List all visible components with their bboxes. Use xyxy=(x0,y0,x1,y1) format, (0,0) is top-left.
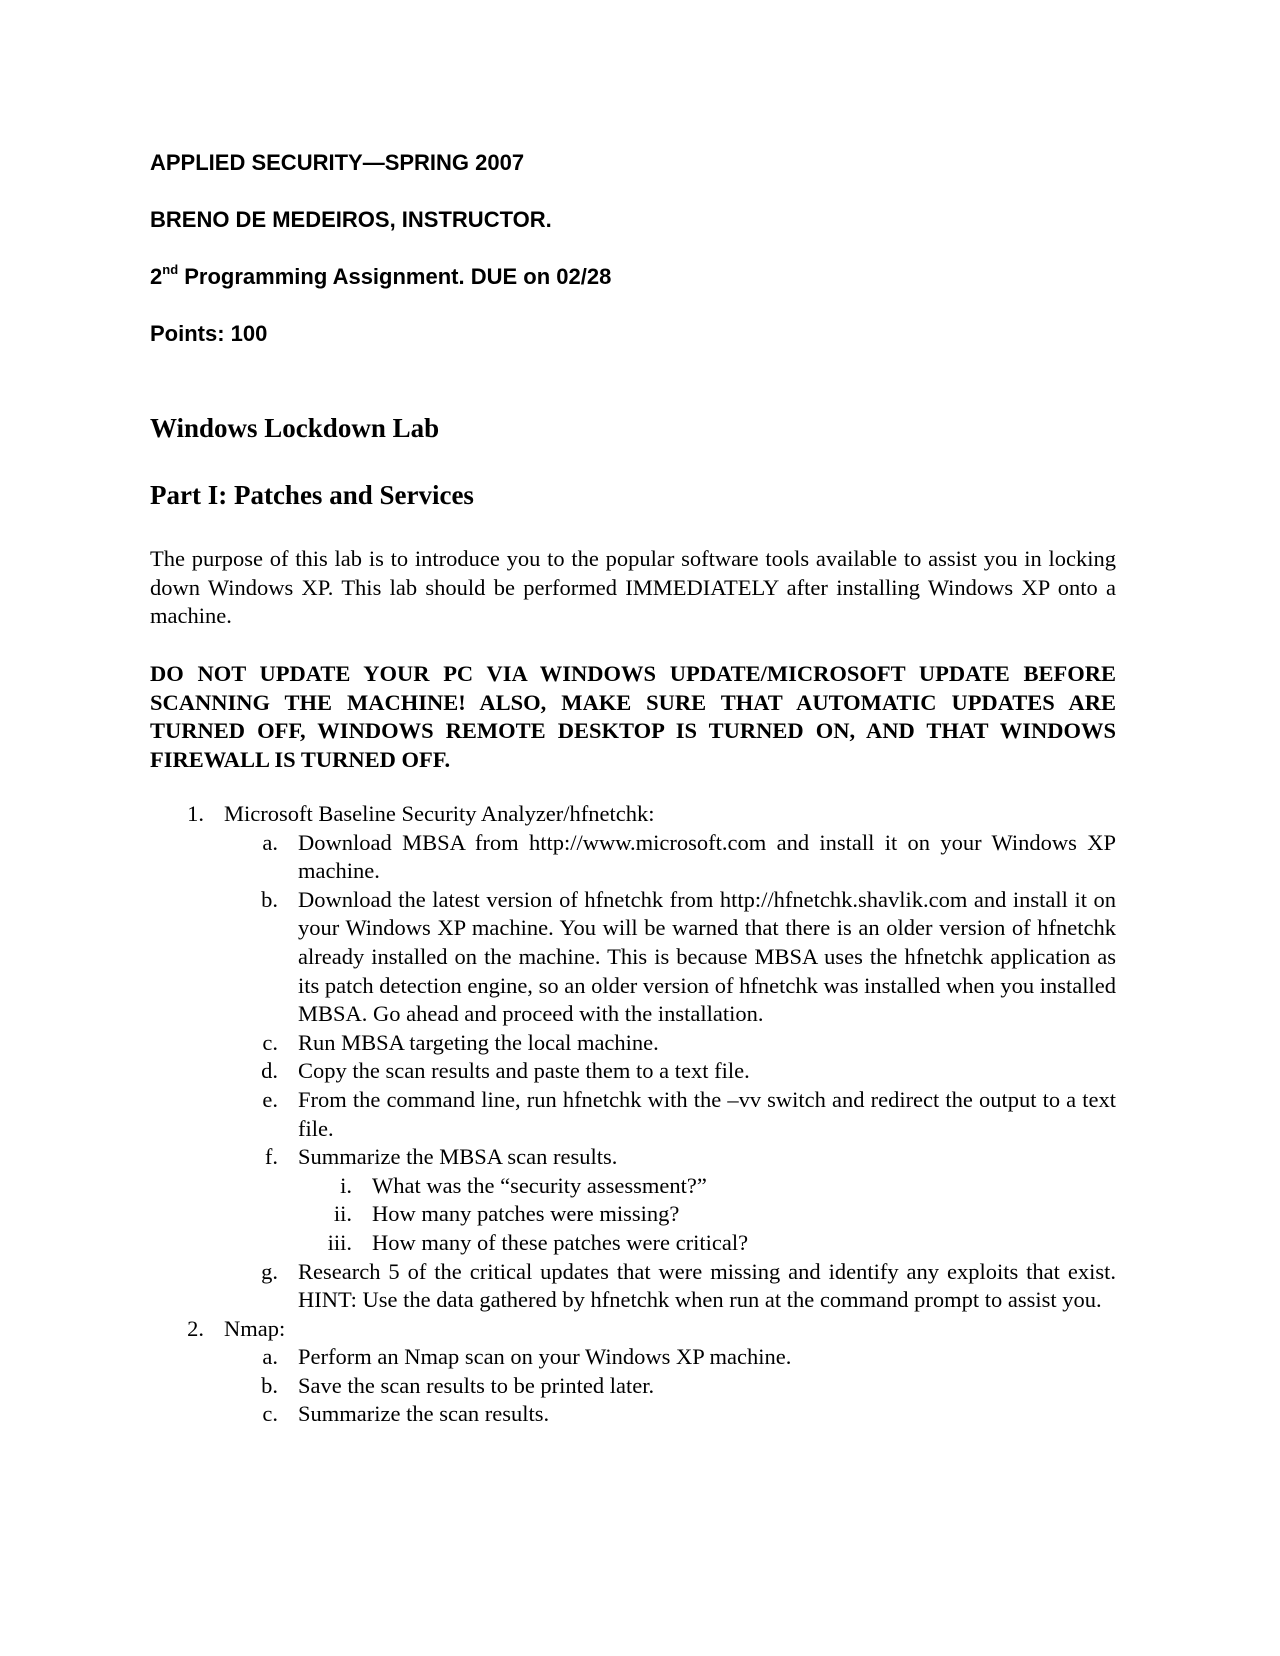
item-text: Perform an Nmap scan on your Windows XP machine. xyxy=(298,1344,792,1370)
course-title: APPLIED SECURITY—SPRING 2007 xyxy=(150,150,525,175)
step-1g xyxy=(150,1258,1116,1315)
step-2 xyxy=(150,1315,1116,1344)
part-title: Part I: Patches and Services xyxy=(150,480,474,510)
item-text: Summarize the MBSA scan results. xyxy=(298,1144,618,1170)
step-text: Nmap: xyxy=(224,1315,286,1341)
subitem-text: What was the “security assessment?” xyxy=(372,1172,707,1198)
step-marker: 1. xyxy=(187,801,204,826)
step-1f-ii xyxy=(150,1200,1116,1229)
item-marker: a. xyxy=(262,829,278,855)
item-text: Download MBSA from http://www.microsoft.com and install it on your Windows XP machine. xyxy=(298,829,1116,884)
steps-list xyxy=(150,800,1116,1429)
item-text: Download the latest version of hfnetchk from http://hfnetchk.shavlik.com and install it on your Windows XP machine. You will be warned that there is an older version of hfnetchk already installed on the machine. This is because MBSA uses the hfnetchk application as its patch detection engine, so an older version of hfnetchk was installed when you installed MBSA. Go ahead and proceed with the installation. xyxy=(298,886,1116,1027)
item-text: Research 5 of the critical updates that were missing and identify any exploits that exist. HINT: Use the data gathered by hfnetchk when run at the command prompt to assist you. xyxy=(298,1258,1116,1313)
item-marker: a. xyxy=(262,1344,278,1370)
item-marker: b. xyxy=(261,886,278,912)
assignment-number: 2 xyxy=(150,264,163,289)
assignment-due: Programming Assignment. DUE on 02/28 xyxy=(178,264,612,289)
step-1b xyxy=(150,886,1116,1029)
intro-paragraph: The purpose of this lab is to introduce you to the popular software tools available to assist you in locking down Windows XP. This lab should be performed IMMEDIATELY after installing Windows XP onto a machine. xyxy=(150,546,1116,629)
points-line: Points: 100 xyxy=(150,321,268,346)
item-text: Save the scan results to be printed later. xyxy=(298,1372,655,1398)
step-1f-i xyxy=(150,1172,1116,1201)
subitem-text: How many of these patches were critical? xyxy=(372,1229,749,1255)
item-marker: c. xyxy=(262,1029,278,1055)
step-2a xyxy=(150,1343,1116,1372)
instructor-line: BRENO DE MEDEIROS, INSTRUCTOR. xyxy=(150,207,552,232)
item-marker: g. xyxy=(261,1258,278,1284)
item-text: Summarize the scan results. xyxy=(298,1401,550,1427)
item-marker: f. xyxy=(264,1144,278,1170)
subitem-text: How many patches were missing? xyxy=(372,1201,680,1227)
step-1d xyxy=(150,1057,1116,1086)
step-2c xyxy=(150,1400,1116,1429)
item-marker: b. xyxy=(261,1372,278,1398)
subitem-marker: i. xyxy=(340,1172,352,1198)
item-text: Copy the scan results and paste them to a text file. xyxy=(298,1058,750,1084)
item-marker: e. xyxy=(262,1086,278,1112)
step-2b xyxy=(150,1372,1116,1401)
item-text: Run MBSA targeting the local machine. xyxy=(298,1029,659,1055)
step-1c xyxy=(150,1029,1116,1058)
warning-paragraph: DO NOT UPDATE YOUR PC VIA WINDOWS UPDATE/MICROSOFT UPDATE BEFORE SCANNING THE MACHINE! ALSO, MAKE SURE THAT AUTOMATIC UPDATES ARE TURNED OFF, WINDOWS REMOTE DESKTOP IS TURNED ON, AND THAT WINDOWS FIREWALL IS TURNED OFF. xyxy=(150,661,1116,773)
step-marker: 2. xyxy=(187,1315,204,1341)
step-1a xyxy=(150,829,1116,886)
step-text: Microsoft Baseline Security Analyzer/hfnetchk: xyxy=(224,801,655,826)
item-marker: d. xyxy=(261,1058,278,1084)
subitem-marker: ii. xyxy=(333,1201,352,1227)
lab-title: Windows Lockdown Lab xyxy=(150,413,440,443)
step-1f-iii xyxy=(150,1229,1116,1258)
subitem-marker: iii. xyxy=(327,1229,352,1255)
assignment-ordinal: nd xyxy=(162,262,179,277)
item-marker: c. xyxy=(262,1401,278,1427)
assignment-line xyxy=(150,264,611,290)
item-text: From the command line, run hfnetchk with the –vv switch and redirect the output to a text file. xyxy=(298,1086,1116,1141)
step-1e xyxy=(150,1086,1116,1143)
step-1 xyxy=(150,800,1116,829)
step-1f xyxy=(150,1143,1116,1172)
